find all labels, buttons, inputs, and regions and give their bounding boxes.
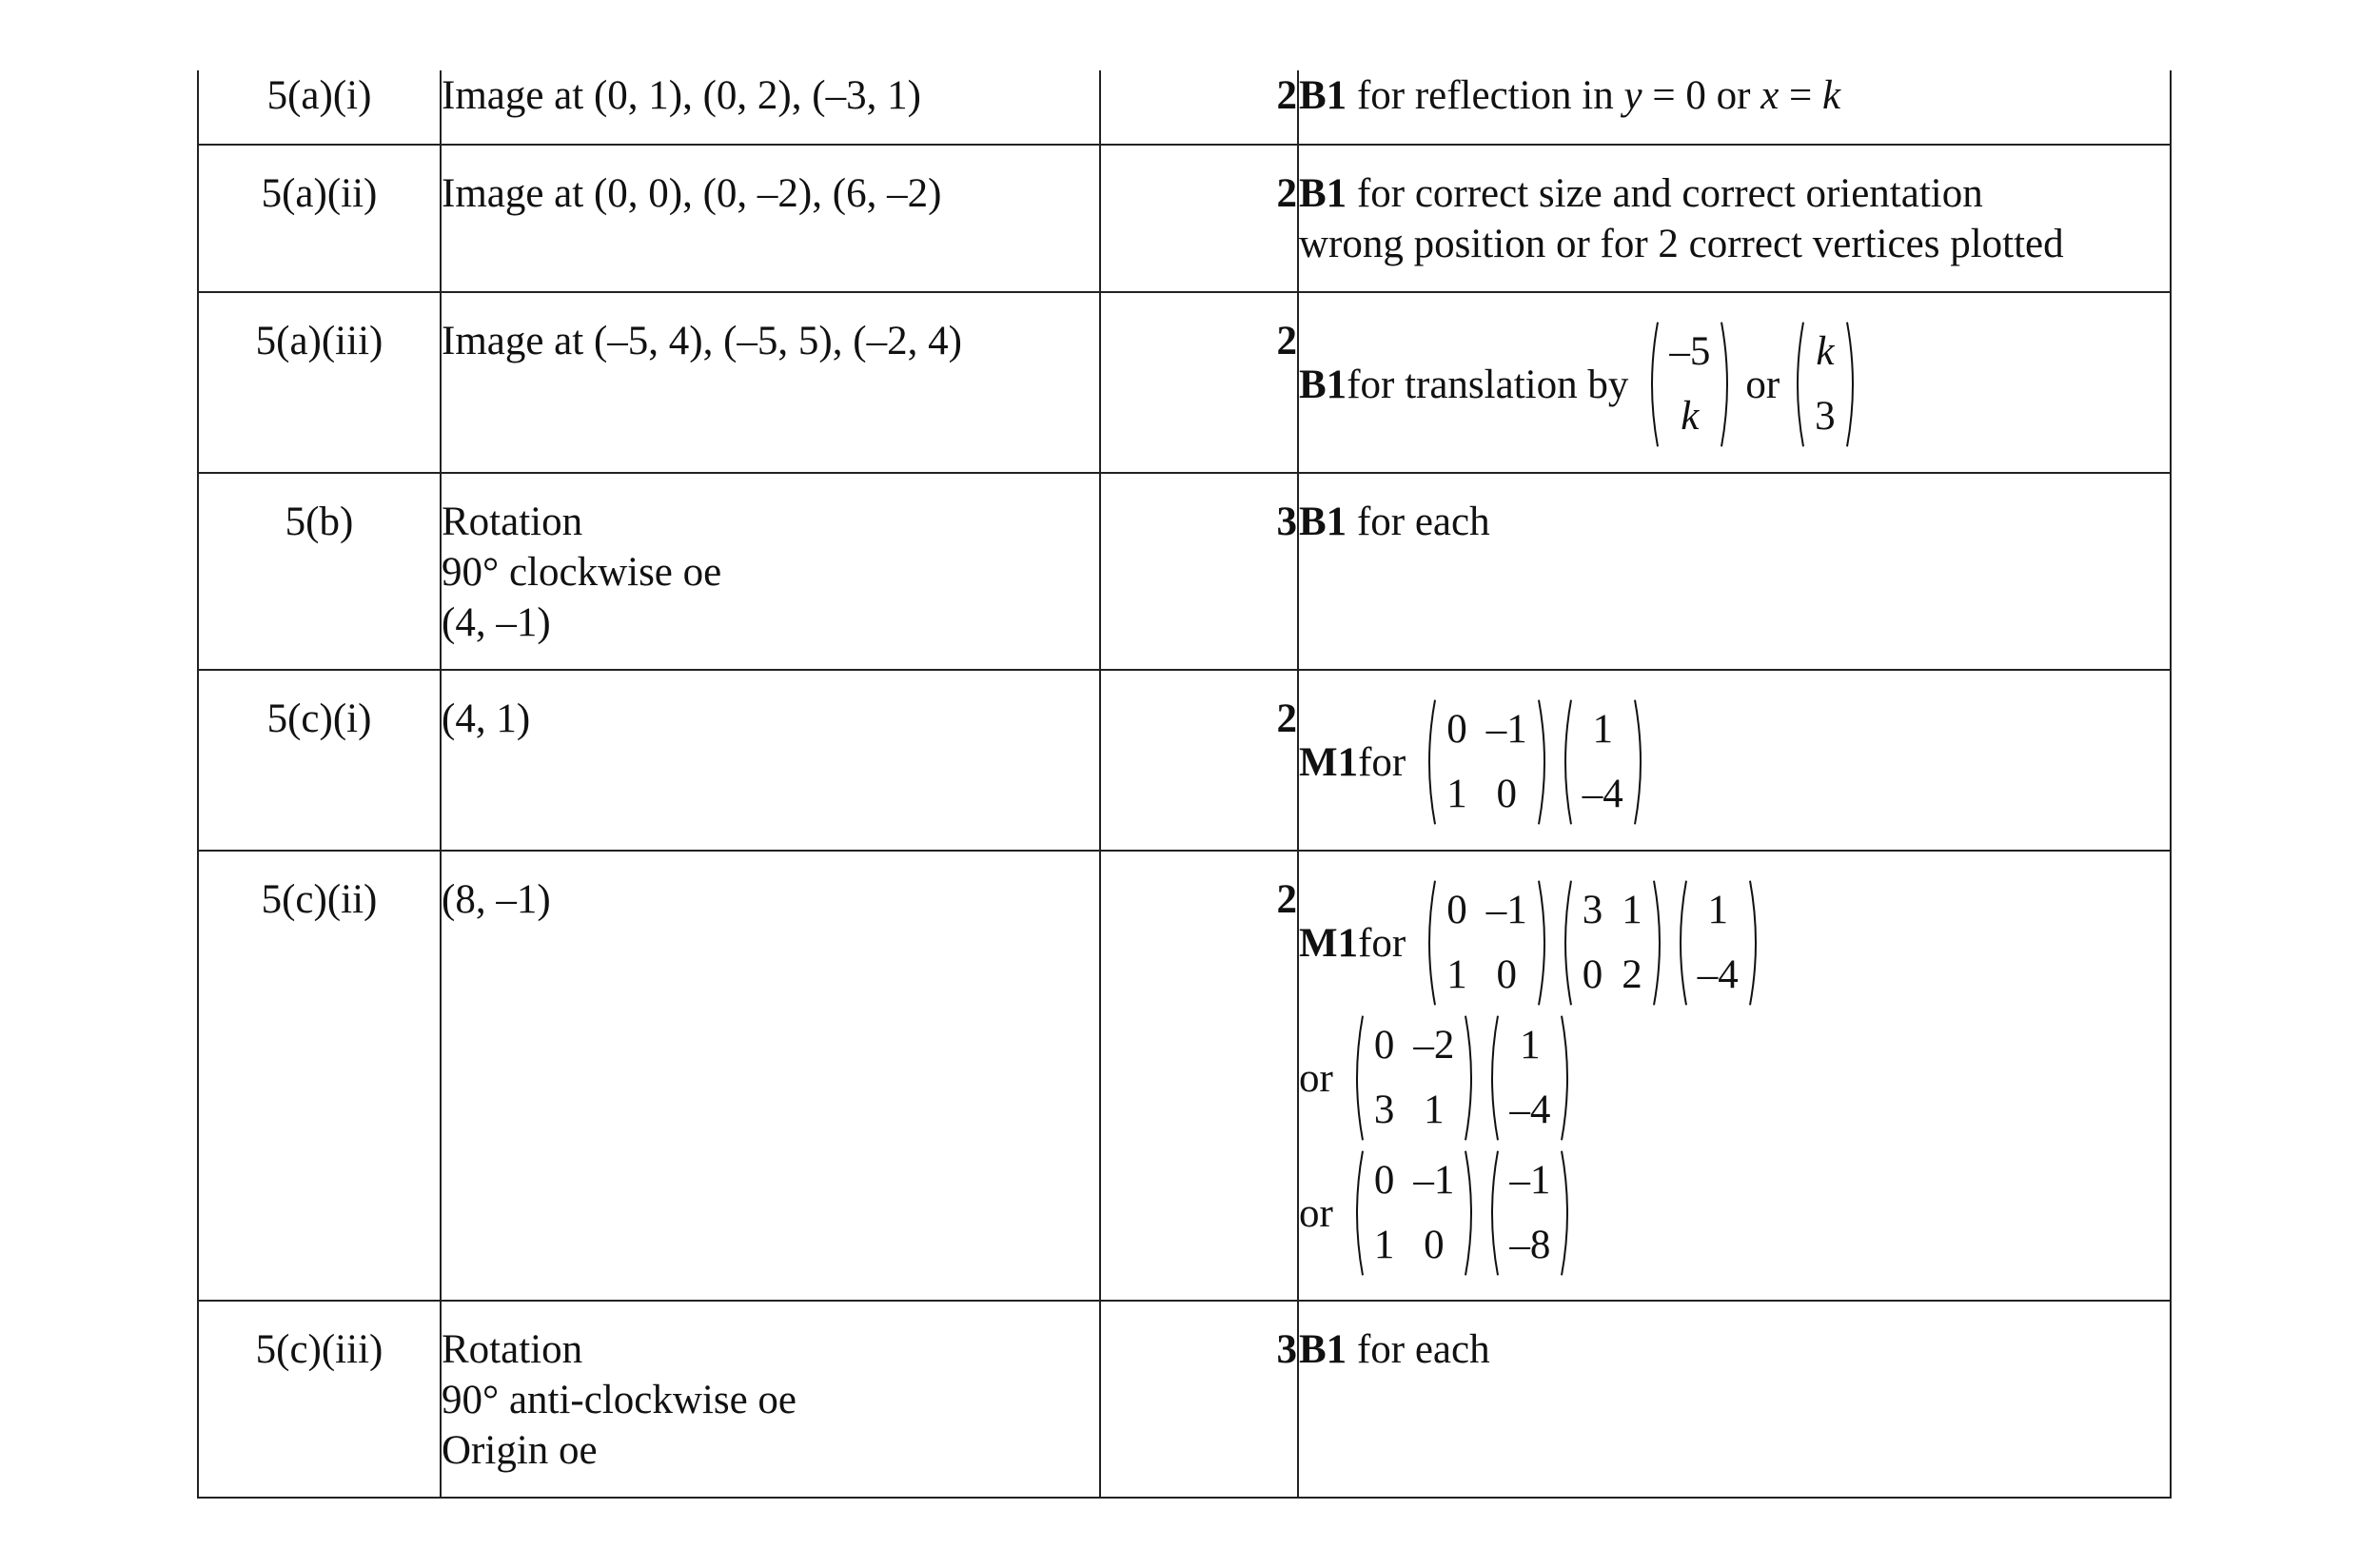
answer-cell [441,670,1100,851]
answer-line: Rotation [442,500,583,544]
table-row [198,851,2171,1301]
column-vector: 1 –4 [1673,878,1763,1008]
question-number: 5(a)(ii) [198,145,441,292]
guidance-cell [1298,473,2171,670]
guidance-cell [1298,1301,2171,1498]
guidance-line: M1 for 0 –1 1 0 3 1 0 2 1 –4 [1299,878,2170,1008]
answer-line: (8, –1) [442,877,551,922]
answer-line: 90° anti-clockwise oe [442,1378,797,1422]
guidance-cell [1298,70,2171,145]
table-row [198,473,2171,670]
guidance-line: B1 for each [1299,1327,1490,1372]
mark-scheme-table [197,70,2172,1499]
marks-cell: 2 [1100,70,1298,145]
matrix: 0 –2 3 1 [1349,1013,1480,1143]
guidance-line: B1 for each [1299,500,1490,544]
guidance-line: M1 for 0 –1 1 0 1 –4 [1299,697,2170,827]
answer-line: (4, –1) [442,600,551,645]
guidance-line: B1 for reflection in y = 0 or x = k [1299,73,1841,118]
column-vector: –1 –8 [1485,1148,1575,1278]
question-number: 5(a)(iii) [198,292,441,473]
guidance-line: or 0 –2 3 1 1 –4 [1299,1013,2170,1143]
table-row [198,292,2171,473]
marks-cell: 2 [1100,292,1298,473]
table-row [198,670,2171,851]
answer-cell [441,1301,1100,1498]
column-vector: –5 k [1644,320,1735,449]
guidance-cell [1298,670,2171,851]
answer-line: Rotation [442,1327,583,1372]
answer-cell [441,473,1100,670]
guidance-cell [1298,145,2171,292]
marks-cell: 2 [1100,145,1298,292]
answer-cell [441,145,1100,292]
matrix: 0 –1 1 0 [1422,878,1552,1008]
table-row [198,70,2171,145]
table-row [198,145,2171,292]
matrix: 3 1 0 2 [1558,878,1667,1008]
column-vector: 1 –4 [1485,1013,1575,1143]
answer-line: 90° clockwise oe [442,550,722,595]
guidance-cell [1298,292,2171,473]
guidance-line: wrong position or for 2 correct vertices plotted [1299,222,2064,266]
table-row [198,1301,2171,1498]
matrix: 0 –1 1 0 [1349,1148,1480,1278]
marks-cell: 3 [1100,1301,1298,1498]
question-number: 5(b) [198,473,441,670]
guidance-line: or 0 –1 1 0 –1 –8 [1299,1148,2170,1278]
answer-cell [441,70,1100,145]
answer-cell [441,851,1100,1301]
guidance-cell [1298,851,2171,1301]
matrix: 0 –1 1 0 [1422,697,1552,827]
question-number: 5(c)(ii) [198,851,441,1301]
answer-line: Image at (0, 0), (0, –2), (6, –2) [442,171,942,216]
answer-line: Image at (–5, 4), (–5, 5), (–2, 4) [442,319,962,363]
marks-cell: 2 [1100,670,1298,851]
marks-cell: 3 [1100,473,1298,670]
answer-cell [441,292,1100,473]
column-vector: k 3 [1790,320,1860,449]
answer-line: Origin oe [442,1428,598,1473]
column-vector: 1 –4 [1558,697,1648,827]
guidance-line: B1 for correct size and correct orientation [1299,171,1983,216]
answer-line: Image at (0, 1), (0, 2), (–3, 1) [442,73,921,118]
question-number: 5(c)(i) [198,670,441,851]
question-number: 5(c)(iii) [198,1301,441,1498]
answer-line: (4, 1) [442,696,531,741]
question-number: 5(a)(i) [198,70,441,145]
guidance-line: B1 for translation by –5 k or k 3 [1299,320,2170,449]
marks-cell: 2 [1100,851,1298,1301]
